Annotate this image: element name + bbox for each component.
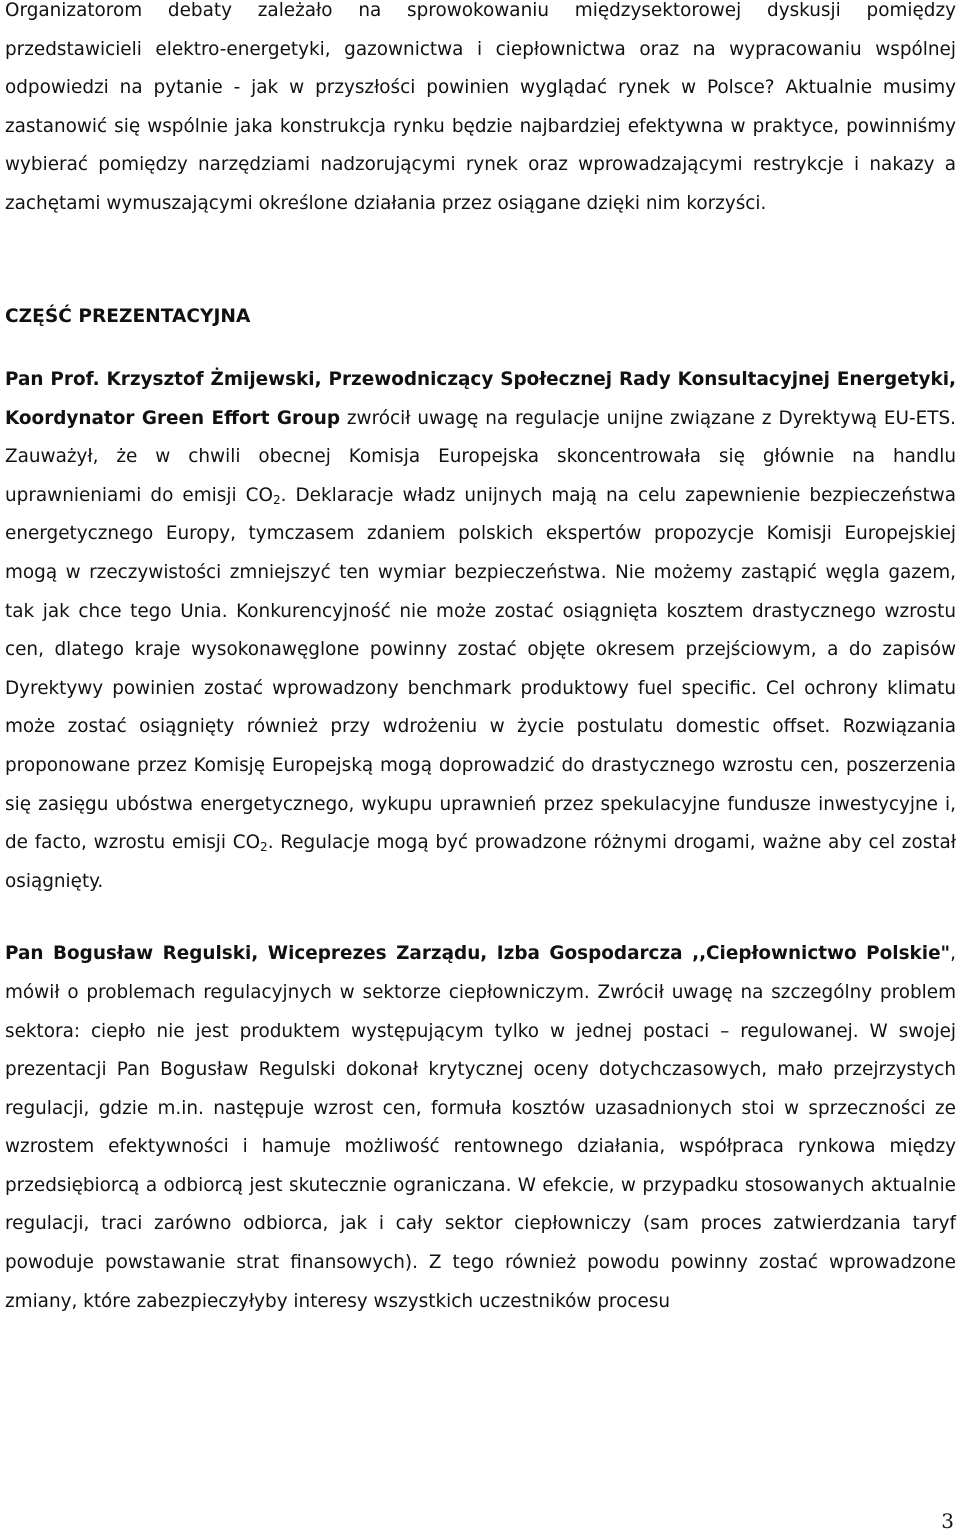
- speaker-name: Pan Prof. Krzysztof Żmijewski, Przewodniczący Społecznej Rady Konsultacyjnej Energetyki, Koordynator Green Effort Group: [5, 369, 956, 429]
- page-number: 3: [941, 1509, 954, 1533]
- speaker-paragraph-zmijewski: [5, 361, 956, 901]
- paragraph-text: . Regulacje mogą być prowadzone różnymi drogami, ważne aby cel został osiągnięty.: [5, 832, 956, 892]
- speaker-paragraph-regulski: [5, 935, 956, 1321]
- paragraph-text: zwrócił uwagę na regulacje unijne związane z Dyrektywą EU-ETS. Zauważył, że w chwili obecnej Komisja Europejska skoncentrowała się głównie na handlu uprawnieniami do emisji CO: [5, 407, 956, 506]
- intro-paragraph: Organizatorom debaty zależało na sprowokowaniu międzysektorowej dyskusji pomiędzy przedstawicieli elektro-energetyki, gazownictwa i ciepłownictwa oraz na wypracowaniu wspólnej odpowiedzi na pytanie - jak w przyszłości powinien wyglądać rynek w Polsce? Aktualnie musimy zastanowić się wspólnie jaka konstrukcja rynku będzie najbardziej efektywna w praktyce, powinniśmy wybierać pomiędzy narzędziami nadzorującymi rynek oraz wprowadzającymi restrykcje i nakazy a zachętami wymuszającymi określone działania przez osiągane dzięki nim korzyści.: [5, 0, 956, 214]
- paragraph-text: . Deklaracje władz unijnych mają na celu zapewnienie bezpieczeństwa energetycznego Europy, tymczasem zdaniem polskich ekspertów propozycje Komisji Europejskiej mogą w rzeczywistości zmniejszyć ten wymiar bezpieczeństwa. Nie możemy zastąpić węgla gazem, tak jak chce tego Unia. Konkurencyjność nie może zostać osiągnięta kosztem drastycznego wzrostu cen, dlatego kraje wysokonawęglone powinny zostać objęte okresem przejściowym, a do zapisów Dyrektywy powinien zostać wprowadzony benchmark produktowy fuel specific. Cel ochrony klimatu może zostać osiągnięty również przy wdrożeniu w życie postulatu domestic offset. Rozwiązania proponowane przez Komisję Europejską mogą doprowadzić do drastycznego wzrostu cen, poszerzenia się zasięgu ubóstwa energetycznego, wykupu uprawnień przez spekulacyjne fundusze inwestycyjne i, de facto, wzrostu emisji CO: [5, 484, 956, 854]
- paragraph-text: , mówił o problemach regulacyjnych w sektorze ciepłowniczym. Zwrócił uwagę na szczególny problem sektora: ciepło nie jest produktem występującym tylko w jednej postaci – regulowanej. W swojej prezentacji Pan Bogusław Regulski dokonał krytycznej oceny dotychczasowych, mało przejrzystych regulacji, gdzie m.in. następuje wzrost cen, formuła kosztów uzasadnionych stoi w sprzeczności ze wzrostem efektywności i hamuje możliwość rentownego działania, współpraca rynkowa między przedsiębiorcą a odbiorcą jest skutecznie ograniczana. W efekcie, w przypadku stosowanych aktualnie regulacji, traci zarówno odbiorca, jak i cały sektor ciepłowniczy (sam proces zatwierdzania taryf powoduje powstawanie strat finansowych). Z tego również powodu powinny zostać wprowadzone zmiany, które zabezpieczyłyby interesy wszystkich uczestników procesu: [5, 943, 956, 1312]
- subscript: 2: [272, 492, 281, 507]
- section-heading: CZĘŚĆ PREZENTACYJNA: [5, 306, 251, 327]
- document-page: [5, 0, 956, 1321]
- subscript: 2: [260, 840, 268, 855]
- speaker-name: Pan Bogusław Regulski, Wiceprezes Zarządu, Izba Gospodarcza ,,Ciepłownictwo Polskie": [5, 943, 951, 965]
